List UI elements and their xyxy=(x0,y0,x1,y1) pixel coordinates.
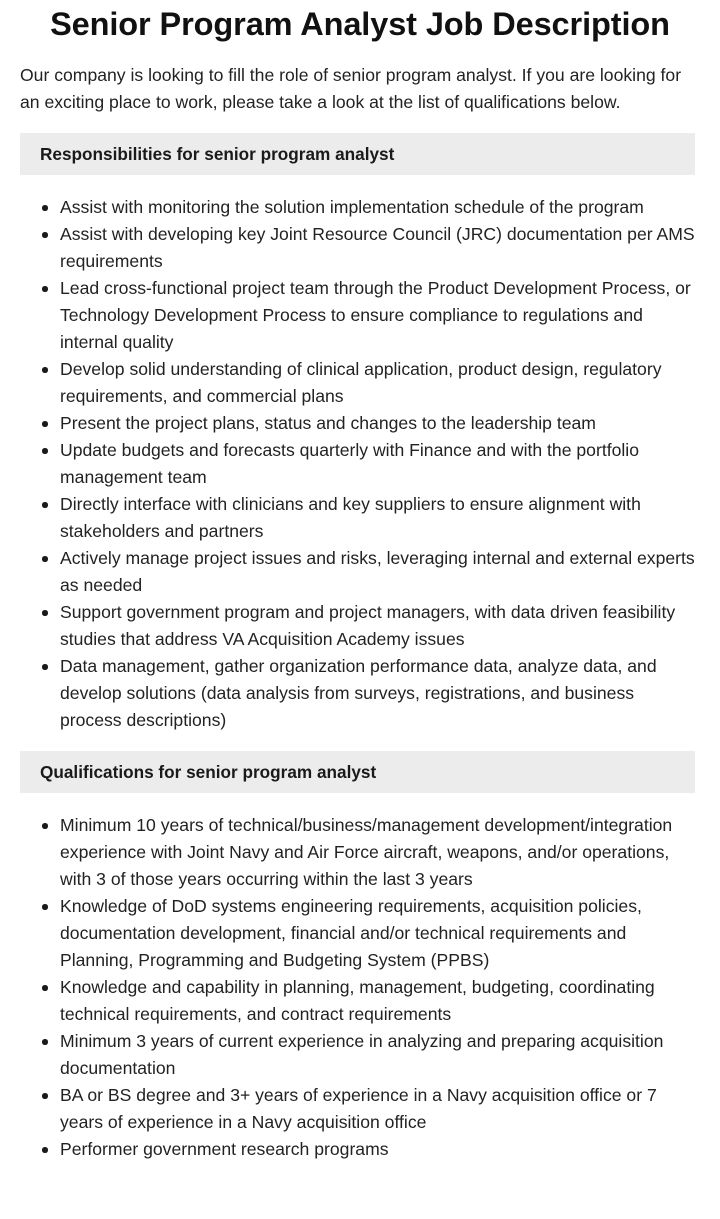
list-item: BA or BS degree and 3+ years of experience in a Navy acquisition office or 7 years of experience in a Navy acquisition office xyxy=(20,1082,700,1136)
list-item: Lead cross-functional project team through the Product Development Process, or Technology Development Process to ensure compliance to regulations and internal quality xyxy=(20,275,700,356)
list-item: Actively manage project issues and risks, leveraging internal and external experts as needed xyxy=(20,545,700,599)
responsibilities-list xyxy=(20,194,700,734)
qualifications-heading: Qualifications for senior program analyst xyxy=(20,751,695,793)
qualifications-list xyxy=(20,812,700,1163)
list-item: Performer government research programs xyxy=(20,1136,700,1163)
list-item: Support government program and project managers, with data driven feasibility studies that address VA Acquisition Academy issues xyxy=(20,599,700,653)
list-item: Directly interface with clinicians and key suppliers to ensure alignment with stakeholders and partners xyxy=(20,491,700,545)
list-item: Assist with developing key Joint Resource Council (JRC) documentation per AMS requirements xyxy=(20,221,700,275)
list-item: Knowledge of DoD systems engineering requirements, acquisition policies, documentation development, financial and/or technical requirements and Planning, Programming and Budgeting System (PPBS) xyxy=(20,893,700,974)
list-item: Data management, gather organization performance data, analyze data, and develop solutions (data analysis from surveys, registrations, and business process descriptions) xyxy=(20,653,700,734)
list-item: Develop solid understanding of clinical application, product design, regulatory requirements, and commercial plans xyxy=(20,356,700,410)
responsibilities-heading: Responsibilities for senior program analyst xyxy=(20,133,695,175)
page-title: Senior Program Analyst Job Description xyxy=(50,6,670,42)
list-item: Knowledge and capability in planning, management, budgeting, coordinating technical requirements, and contract requirements xyxy=(20,974,700,1028)
list-item: Present the project plans, status and changes to the leadership team xyxy=(20,410,700,437)
list-item: Update budgets and forecasts quarterly with Finance and with the portfolio management team xyxy=(20,437,700,491)
intro-paragraph: Our company is looking to fill the role of senior program analyst. If you are looking for an exciting place to work, please take a look at the list of qualifications below. xyxy=(20,65,682,112)
list-item: Minimum 10 years of technical/business/management development/integration experience with Joint Navy and Air Force aircraft, weapons, and/or operations, with 3 of those years occurring within the last 3 years xyxy=(20,812,700,893)
list-item: Minimum 3 years of current experience in analyzing and preparing acquisition documentation xyxy=(20,1028,700,1082)
list-item: Assist with monitoring the solution implementation schedule of the program xyxy=(20,194,700,221)
